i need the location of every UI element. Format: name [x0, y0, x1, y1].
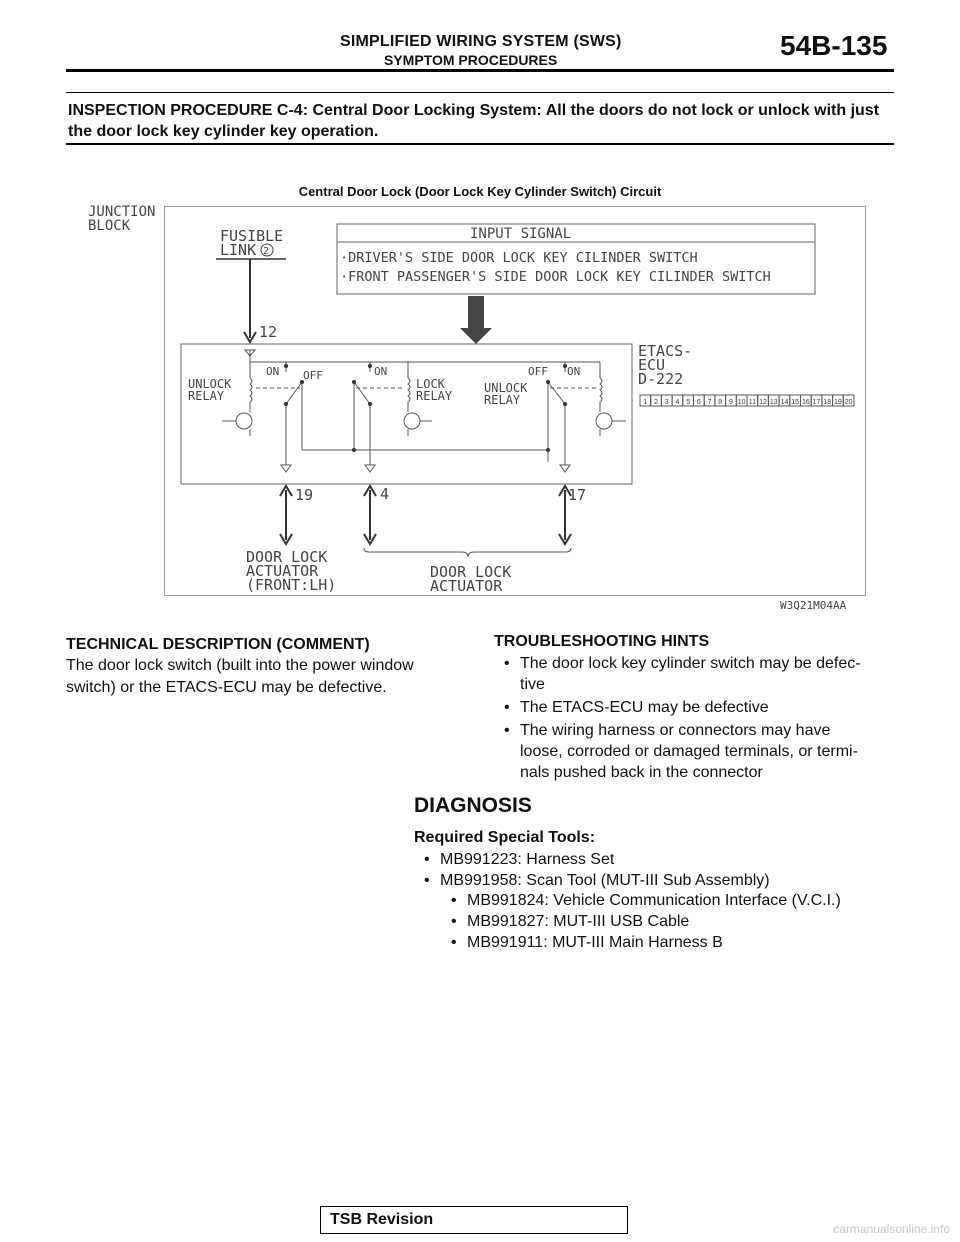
etacs-label-3: D-222 [638, 370, 684, 388]
terminal-12: 12 [259, 323, 278, 341]
etacs-label-2: ECU [638, 356, 666, 374]
relay-lock-l2: RELAY [416, 389, 453, 403]
connector-pin-number: 7 [707, 399, 712, 406]
page-number: 54B-135 [780, 30, 888, 61]
switch-on-3: ON [567, 365, 581, 378]
junction-label-1: JUNCTION [88, 204, 156, 220]
connector-pin-number: 13 [769, 399, 778, 406]
connector-pin-number: 12 [759, 399, 767, 406]
connector-pin-number: 3 [664, 399, 669, 406]
switch-on-2: ON [374, 365, 388, 378]
switch-off-1: OFF [303, 369, 323, 382]
input-signal-title: INPUT SIGNAL [470, 226, 572, 242]
header-title: SIMPLIFIED WIRING SYSTEM (SWS) [340, 33, 622, 50]
connector-pin-number: 1 [643, 399, 648, 406]
hint-item: • The ETACS-ECU may be defective [500, 697, 900, 718]
connector-pin-number: 16 [801, 399, 810, 406]
connector-pin-number: 5 [686, 399, 691, 406]
relay-unlock1-l1: UNLOCK [188, 377, 232, 391]
technical-body [66, 655, 414, 699]
subtool-item: • MB991911: MUT-III Main Harness B [447, 932, 907, 953]
terminal-17: 17 [568, 486, 587, 504]
fusible-label-2: LINK [220, 241, 257, 259]
header-subtitle: SYMPTOM PROCEDURES [384, 52, 558, 68]
connector-pin-number: 2 [654, 399, 659, 406]
actuator-brace [364, 548, 571, 557]
actuator-front-l3: (FRONT:LH) [246, 576, 337, 594]
switch-on-1: ON [266, 365, 280, 378]
tsb-revision-box [320, 1206, 628, 1234]
switch-off-2: OFF [528, 365, 548, 378]
connector-pin-number: 17 [812, 399, 821, 406]
output-arrows [280, 486, 571, 544]
tsb-revision-label: TSB Revision [330, 1211, 434, 1228]
junction-label-2: BLOCK [88, 218, 131, 234]
ecu-internal-wiring [222, 350, 626, 472]
technical-heading: TECHNICAL DESCRIPTION (COMMENT) [66, 636, 370, 653]
terminal-19: 19 [295, 486, 314, 504]
signal-arrow-head [460, 328, 492, 344]
tools-list [420, 849, 900, 891]
input-signal-line-1: ·DRIVER'S SIDE DOOR LOCK KEY CILINDER SWITCH [340, 250, 698, 266]
hint-item: • The wiring harness or connectors may have loose, corroded or damaged terminals, or termi- nals pushed back in the connector [500, 720, 900, 783]
terminal-4: 4 [380, 485, 390, 503]
input-signal-line-2: ·FRONT PASSENGER'S SIDE DOOR LOCK KEY CILINDER SWITCH [340, 269, 771, 285]
subtool-item: • MB991824: Vehicle Communication Interface (V.C.I.) [447, 890, 907, 911]
connector-pin-number: 4 [675, 399, 680, 406]
hints-list [500, 653, 900, 783]
tool-item: • MB991223: Harness Set [420, 849, 900, 870]
connector-pin-number: 11 [748, 399, 756, 406]
subtool-item: • MB991827: MUT-III USB Cable [447, 911, 907, 932]
subtools-list [447, 890, 907, 953]
connector-pin-number: 15 [791, 399, 800, 406]
connector-pin-number: 18 [823, 399, 832, 406]
actuator-l1: DOOR LOCK [430, 563, 512, 581]
diagnosis-heading: DIAGNOSIS [414, 794, 532, 817]
hint-item: • The door lock key cylinder switch may be defec- tive [500, 653, 900, 695]
actuator-front-l1: DOOR LOCK [246, 548, 328, 566]
etacs-label-1: ETACS- [638, 342, 693, 360]
connector-pin-number: 9 [728, 399, 733, 406]
relay-unlock2-l1: UNLOCK [484, 381, 528, 395]
tool-item: • MB991958: Scan Tool (MUT-III Sub Assembly) [420, 870, 900, 891]
watermark: carmanualsonline.info [833, 1222, 950, 1236]
connector-d222 [640, 395, 854, 406]
tools-heading: Required Special Tools: [414, 829, 596, 846]
connector-pin-number: 20 [844, 399, 853, 406]
figure-title: Central Door Lock (Door Lock Key Cylinder Switch) Circuit [298, 184, 662, 199]
signal-arrow-shaft [468, 296, 484, 330]
connector-pin-number: 14 [780, 399, 789, 406]
relay-unlock2-l2: RELAY [484, 393, 521, 407]
connector-pin-number: 10 [737, 399, 746, 406]
hints-heading: TROUBLESHOOTING HINTS [494, 633, 710, 650]
technical-line-1: The door lock switch (built into the power window [66, 657, 414, 674]
actuator-l2: ACTUATOR [430, 577, 503, 595]
figure-code: W3Q21M04AA [780, 599, 847, 612]
connector-pin-number: 19 [834, 399, 842, 406]
procedure-title: INSPECTION PROCEDURE C-4: Central Door Locking System: All the doors do not lock or unlock with just the door lock key cylinder key operation. [68, 102, 880, 140]
fusible-link-num: 2 [263, 246, 270, 257]
actuator-front-l2: ACTUATOR [246, 562, 319, 580]
relay-unlock1-l2: RELAY [188, 389, 225, 403]
relay-lock-l1: LOCK [416, 377, 445, 391]
technical-line-2: switch) or the ETACS-ECU may be defective. [66, 679, 387, 696]
connector-pin-number: 6 [696, 399, 701, 406]
fusible-label-1: FUSIBLE [220, 227, 284, 245]
connector-pin-number: 8 [718, 399, 723, 406]
